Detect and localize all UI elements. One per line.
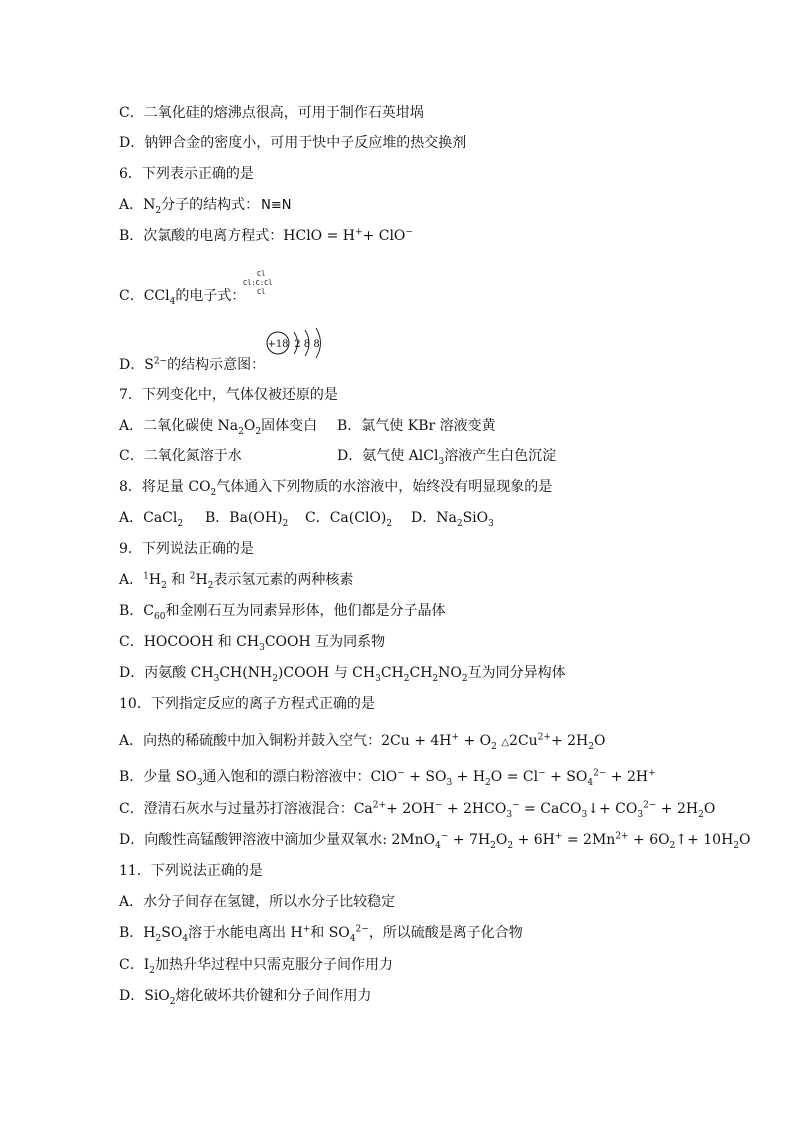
q11-option-d: D．SiO$_2$熔化破坏共价键和分子间作用力: [119, 988, 372, 1007]
sulfide-ion-structure-diagram: [263, 323, 333, 359]
q6-option-d: D．$S^{2-}$的结构示意图：: [119, 356, 266, 373]
q7a-prefix: A．二氧化碳使 Na: [119, 418, 239, 434]
q8-option-a: A．CaCl$_2$: [119, 510, 184, 529]
q9-stem: 9．下列说法正确的是: [119, 541, 254, 557]
q11d-suffix: 熔化破坏共价键和分子间作用力: [175, 988, 372, 1004]
q9b-tail: 和金刚石互为同素异形体，他们都是分子晶体: [165, 603, 446, 619]
q8b-text: B．Ba(OH): [205, 510, 283, 526]
q10-option-d: D．向酸性高锰酸钾溶液中滴加少量双氧水: $2MnO_4^- + 7H_2O_2 + 6H^+ = 2Mn^{2+}$ + $6O_2↑+ 10H_2O$: [119, 831, 751, 851]
q6a-mid: 分子的结构式：: [161, 197, 260, 213]
q11b-suffix: ，所以硫酸是离子化合物: [368, 925, 523, 941]
q9d-prefix: D．丙氨酸 CH: [119, 665, 214, 681]
q11-option-a: A．水分子间存在氢键，所以水分子比较稳定: [119, 894, 396, 910]
q7-stem: 7．下列变化中，气体仅被还原的是: [119, 387, 338, 403]
q8-option-d: D．$Na_2SiO_3$: [411, 510, 494, 529]
q6b-tail: + ClO: [362, 228, 406, 244]
q9c-suffix: COOH 互为同系物: [264, 634, 386, 650]
shell-electrons: 2 8 8: [294, 339, 320, 350]
q11b-prefix: B．H: [119, 925, 156, 941]
q6d-prefix: D．S: [119, 357, 154, 373]
q9-option-c: C．HOCOOH 和 $CH_3COOH$ 互为同系物: [119, 634, 386, 653]
q5-option-c: C．二氧化硅的熔沸点很高，可用于制作石英坩埚: [119, 105, 424, 121]
q10d-prefix: D．向酸性高锰酸钾溶液中滴加少量双氧水: 2MnO: [119, 832, 436, 848]
q10-stem: 10．下列指定反应的离子方程式正确的是: [119, 696, 375, 712]
q7-option-a: A．二氧化碳使 $Na_2O_2$固体变白: [119, 418, 318, 437]
q10b-mid: 通入饱和的漂白粉溶液中：ClO: [202, 769, 398, 785]
q6c-prefix: C．CCl: [119, 288, 170, 304]
q10-option-c: C．澄清石灰水与过量苏打溶液混合：$Ca^{2+}+ 2OH^- + 2HCO_3^-$ = CaCO$_3$↓+ $CO_3^{2-} + 2H_2O$: [119, 800, 716, 820]
q6-option-a: A．$N_2$分子的结构式： N≡N: [119, 197, 292, 216]
lewis-bottom: Cl: [257, 288, 266, 296]
q11-option-c: C．$I_2$加热升华过程中只需克服分子间作用力: [119, 957, 393, 976]
q8c-text: C．Ca(ClO): [305, 510, 387, 526]
q10b-prefix: B．少量 SO: [119, 769, 197, 785]
q9-option-a: A．$^1H_2$ 和 $^2H_2$表示氢元素的两种核素: [119, 571, 354, 591]
q9d-suffix: 互为同分异构体: [467, 665, 566, 681]
q8-option-c: C．$Ca(ClO)_2$: [305, 510, 393, 529]
q10-option-a: A．向热的稀硫酸中加入铜粉并鼓入空气：$2Cu + 4H^+ + O_2$ $\triangle 2Cu^{2+}+ 2H_2O$: [119, 732, 606, 752]
q8-prefix: 8．将足量 CO: [119, 479, 211, 495]
q9-option-d: D．丙氨酸 $CH_3CH(NH_2)COOH$ 与 $CH_3CH_2CH_2NO_2$互为同分异构体: [119, 665, 566, 684]
q7-option-d: D．氨气使 AlCl$_3$溶液产生白色沉淀: [337, 448, 557, 467]
n2-structure: N≡N: [261, 198, 292, 213]
q7a-suffix: 固体变白: [261, 418, 318, 434]
q6a-prefix: A．N: [119, 197, 156, 213]
lewis-top: Cl: [257, 270, 266, 278]
q7d-prefix: D．氨气使 AlCl: [337, 448, 439, 464]
q9-option-b: B．$C_{60}$和金刚石互为同素异形体，他们都是分子晶体: [119, 603, 446, 622]
q8a-text: A．CaCl: [119, 510, 178, 526]
q6b-text: B．次氯酸的电离方程式：HClO = H: [119, 228, 356, 244]
q9a-tail: 表示氢元素的两种核素: [213, 572, 354, 588]
q6-option-c: C．CCl$_4$的电子式：: [119, 288, 246, 307]
q10-option-b: B．少量 $SO_3$通入饱和的漂白粉溶液中：$ClO^- + SO_3 + H_2O = Cl^- + SO_4^{2-} + 2H^+$: [119, 768, 656, 788]
q10a-prefix: A．向热的稀硫酸中加入铜粉并鼓入空气：2Cu + 4H: [119, 733, 452, 749]
q11c-prefix: C．I: [119, 957, 150, 973]
q6c-suffix: 的电子式：: [175, 288, 246, 304]
q7d-suffix: 溶液产生白色沉淀: [444, 448, 557, 464]
q9c-prefix: C．HOCOOH 和 CH: [119, 634, 260, 650]
q11d-prefix: D．SiO: [119, 988, 170, 1004]
q11-option-b: B．$H_2SO_4$溶于水能电离出 H+和 $SO_4^{2-}$，所以硫酸是离子化合物: [119, 924, 523, 944]
q7-option-c: C．二氧化氮溶于水: [119, 448, 242, 464]
q8-option-b: B．$Ba(OH)_2$: [205, 510, 289, 529]
q8d-text: D．Na: [411, 510, 457, 526]
q6-stem: 6．下列表示正确的是: [119, 166, 254, 182]
nucleus-label: +18: [267, 339, 289, 350]
q8-stem: 8．将足量 $CO_2$气体通入下列物质的水溶液中，始终没有明显现象的是: [119, 479, 553, 498]
q11b-mid: 溶于水能电离出 H: [188, 925, 303, 941]
q11-stem: 11．下列说法正确的是: [119, 863, 263, 879]
q11c-suffix: 加热升华过程中只需克服分子间作用力: [154, 957, 393, 973]
q7-option-b: B．氯气使 KBr 溶液变黄: [337, 418, 496, 434]
q6d-suffix: 的结构示意图：: [167, 357, 266, 373]
q8-suffix: 气体通入下列物质的水溶液中，始终没有明显现象的是: [216, 479, 553, 495]
q5-option-d: D．钠钾合金的密度小，可用于快中子反应堆的热交换剂: [119, 135, 467, 151]
q10c-prefix: C．澄清石灰水与过量苏打溶液混合：Ca: [119, 801, 373, 817]
ccl4-electron-formula: [243, 266, 283, 306]
lewis-mid: Cl:C:Cl: [243, 279, 273, 287]
q6-option-b: B．次氯酸的电离方程式：HClO = H++ ClO−: [119, 227, 413, 244]
